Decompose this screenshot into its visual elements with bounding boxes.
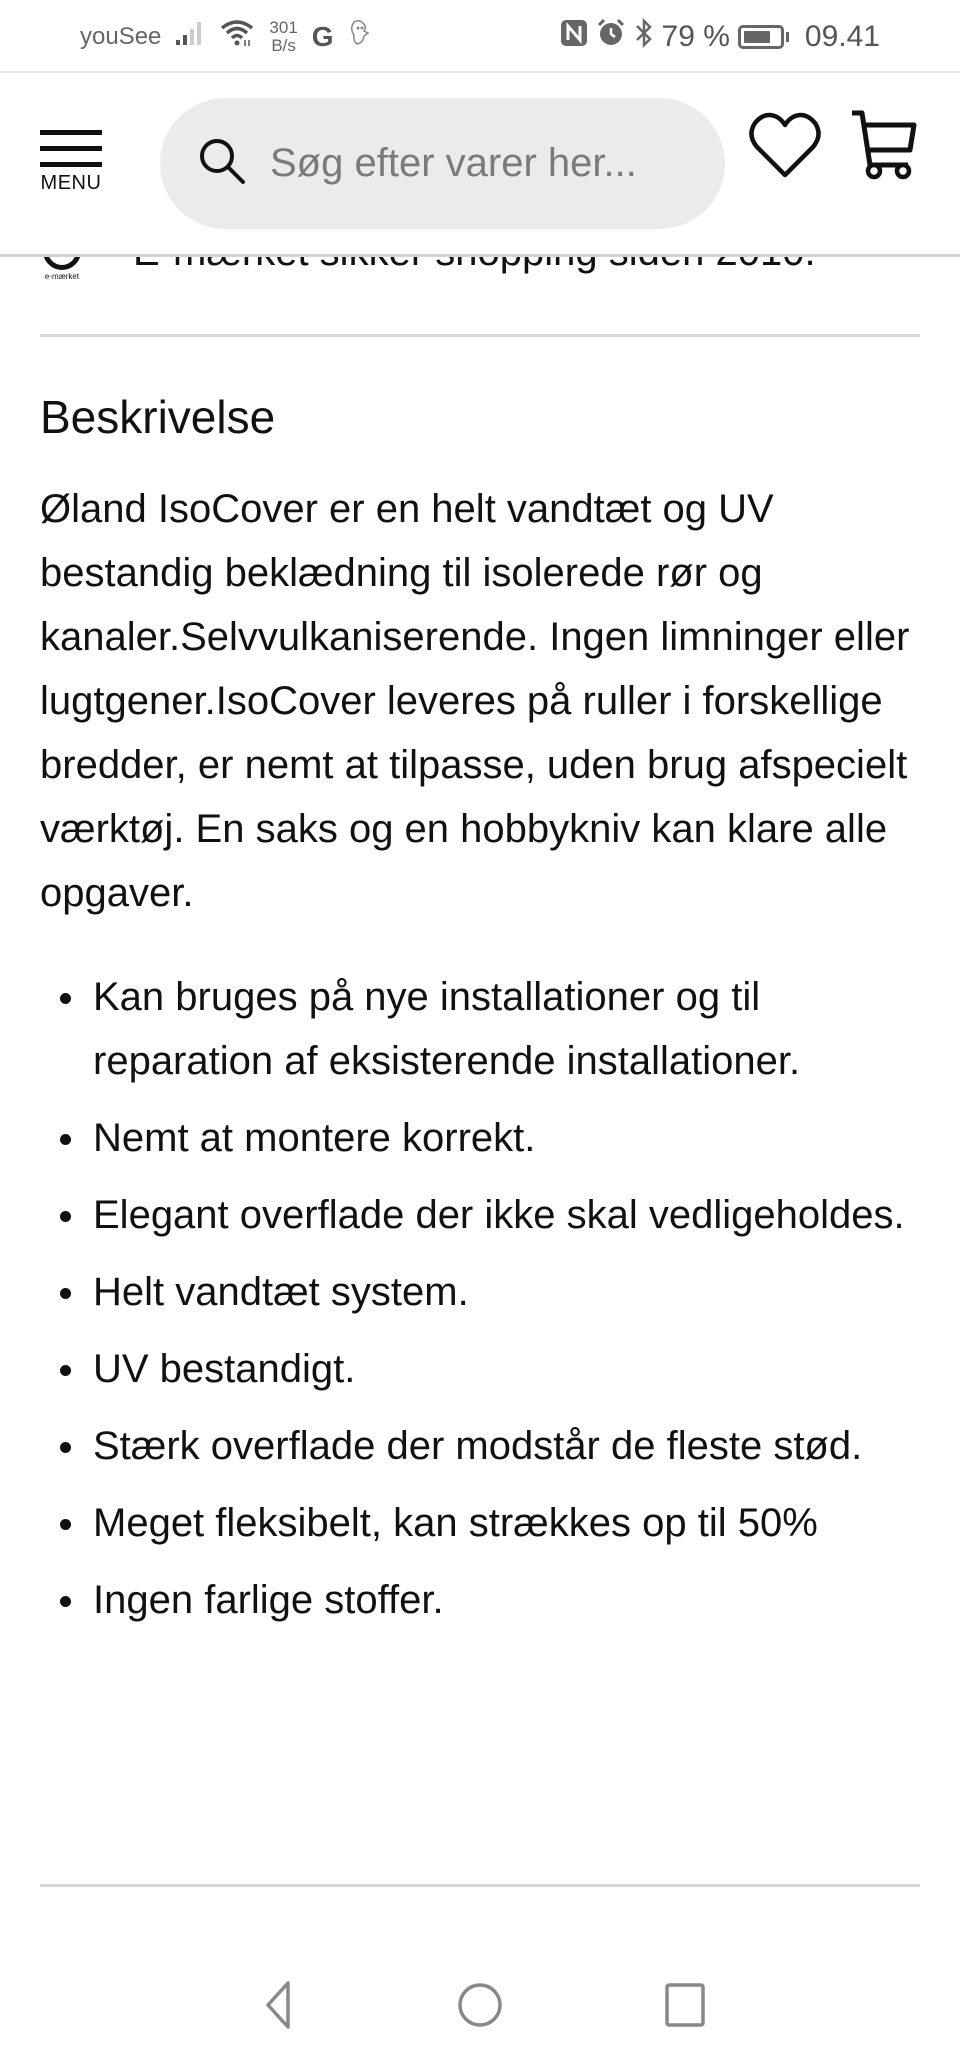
- clock: 09.41: [804, 19, 880, 53]
- list-item: Kan bruges på nye installationer og til reparation af eksisterende installationer.: [40, 965, 920, 1093]
- alarm-icon: [596, 18, 626, 56]
- recents-icon: [655, 1975, 715, 2035]
- feature-list: [40, 965, 920, 1632]
- menu-icon: [40, 130, 102, 135]
- accessibility-icon: [348, 19, 370, 54]
- e-maerket-label: e-mærket: [44, 272, 80, 281]
- back-icon: [250, 1975, 310, 2035]
- site-header: [0, 75, 960, 257]
- divider-top: [40, 334, 920, 337]
- divider-bottom: [40, 1884, 920, 1887]
- network-speed-unit: B/s: [271, 35, 296, 55]
- carrier-name: youSee: [80, 22, 162, 50]
- heart-icon: [745, 105, 825, 185]
- description-section: [40, 385, 920, 1645]
- google-icon: G: [311, 20, 334, 52]
- menu-button[interactable]: [40, 130, 102, 200]
- list-item: UV bestandigt.: [40, 1337, 920, 1401]
- battery-percent: 79 %: [661, 19, 730, 53]
- system-nav-bar: [0, 1940, 960, 2055]
- network-speed: [269, 19, 297, 55]
- nfc-icon: [560, 19, 588, 55]
- search-input[interactable]: [270, 141, 690, 186]
- battery-icon: [738, 25, 784, 49]
- menu-icon-bar: [40, 146, 102, 151]
- search-bar[interactable]: [160, 98, 725, 229]
- home-button[interactable]: [450, 1975, 510, 2035]
- battery-tip: [786, 32, 789, 42]
- bluetooth-icon: [634, 18, 654, 56]
- signal-icon: [175, 20, 205, 53]
- list-item: Helt vandtæt system.: [40, 1260, 920, 1324]
- description-paragraph: Øland IsoCover er en helt vandtæt og UV bestandig beklædning til isolerede rør og kanaler.Selvvulkaniserende. Ingen limninger eller lugtgener.IsoCover leveres på ruller i forskellige bredder, er nemt at tilpasse, uden brug afspecielt værktøj. En saks og en hobbykniv kan klare alle opgaver.: [40, 487, 910, 915]
- status-bar-right: [560, 0, 880, 73]
- list-item: Nemt at montere korrekt.: [40, 1106, 920, 1170]
- list-item: Ingen farlige stoffer.: [40, 1568, 920, 1632]
- wishlist-button[interactable]: [745, 105, 825, 185]
- list-item: Meget fleksibelt, kan strækkes op til 50%: [40, 1491, 920, 1555]
- menu-label: MENU: [40, 172, 102, 194]
- list-item: Stærk overflade der modstår de fleste stød.: [40, 1414, 920, 1478]
- status-bar-left: [80, 0, 370, 73]
- cart-icon: [848, 105, 928, 185]
- recents-button[interactable]: [655, 1975, 715, 2035]
- cart-button[interactable]: [848, 105, 928, 185]
- status-bar: [0, 0, 960, 73]
- network-speed-value: 301: [269, 17, 298, 37]
- menu-icon-bar: [40, 162, 102, 167]
- home-icon: [450, 1975, 510, 2035]
- back-button[interactable]: [250, 1975, 310, 2035]
- description-heading: Beskrivelse: [40, 391, 276, 443]
- wifi-icon: [219, 19, 255, 54]
- search-icon[interactable]: [196, 135, 248, 192]
- list-item: Elegant overflade der ikke skal vedligeholdes.: [40, 1183, 920, 1247]
